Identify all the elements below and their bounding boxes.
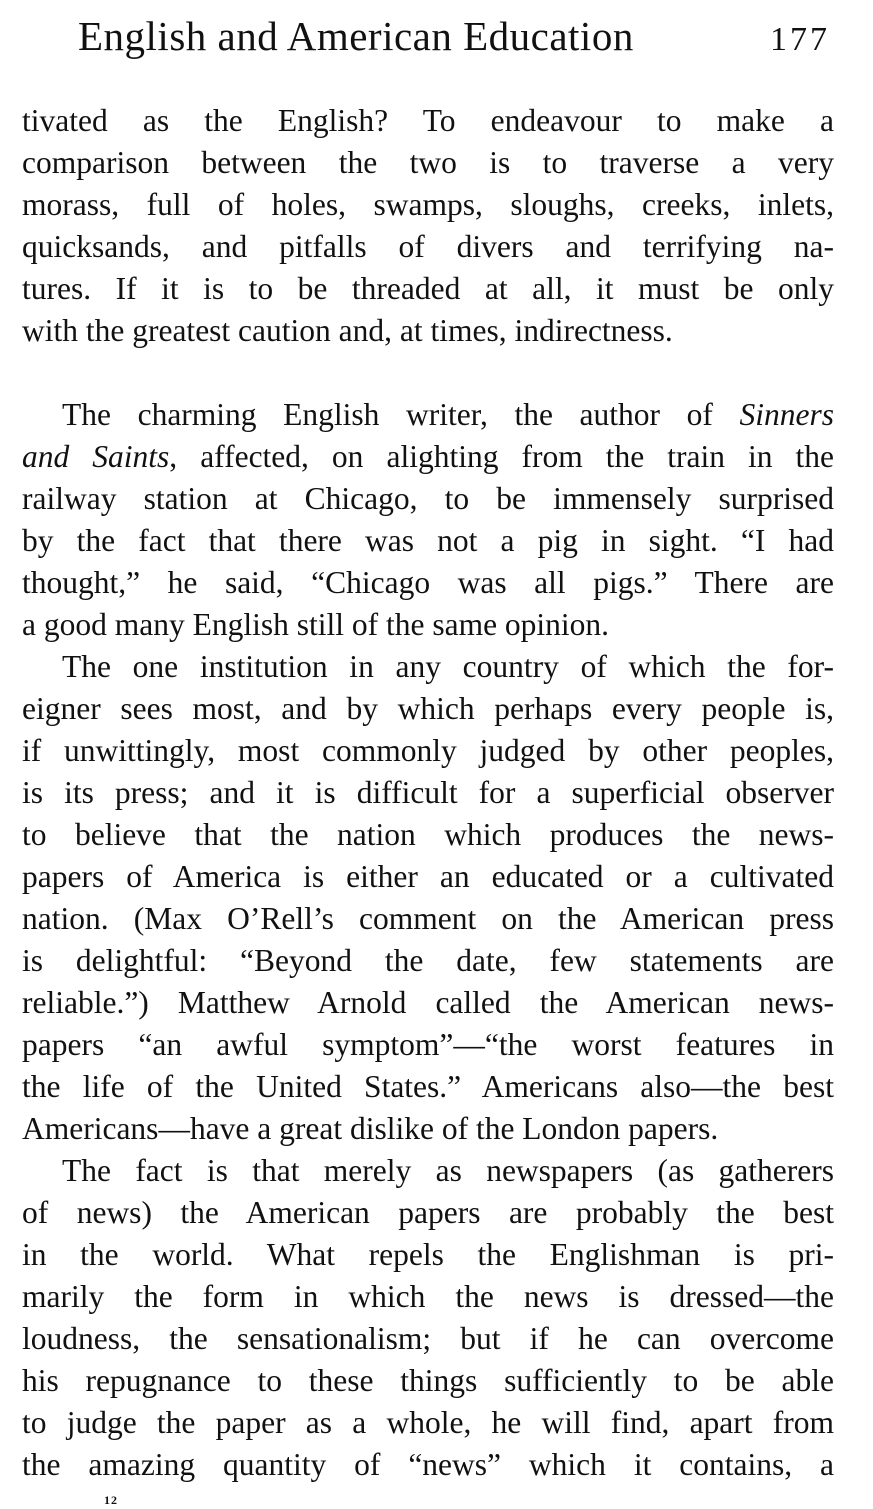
text-line: The one institution in any country of which the for- [62, 649, 834, 684]
text-line: is its press; and it is difficult for a superficial observer [22, 775, 834, 810]
text-line: morass, full of holes, swamps, sloughs, creeks, inlets, [22, 187, 834, 222]
text-line: by the fact that there was not a pig in sight. “I had [22, 523, 834, 558]
text-line: tivated as the English? To endeavour to make a [22, 103, 834, 138]
text-line: his repugnance to these things sufficiently to be able [22, 1363, 834, 1398]
text-line: with the greatest caution and, at times, indirectness. [22, 313, 673, 348]
running-head [78, 12, 830, 66]
text-line: quicksands, and pitfalls of divers and terrifying na- [22, 229, 834, 264]
text-line: of news) the American papers are probably the best [22, 1195, 834, 1230]
text-line: Americans—have a great dislike of the London papers. [22, 1111, 719, 1146]
text-line: to judge the paper as a whole, he will find, apart from [22, 1405, 834, 1440]
text-line: eigner sees most, and by which perhaps every people is, [22, 691, 834, 726]
text-line: thought,” he said, “Chicago was all pigs.” There are [22, 565, 834, 600]
paragraph-3 [22, 646, 834, 1150]
text-segment: , affected, on alighting from the train in the [169, 439, 835, 474]
text-line: The fact is that merely as newspapers (as gatherers [62, 1153, 834, 1188]
paragraph-1 [22, 100, 834, 352]
text-line: comparison between the two is to traverse a very [22, 145, 834, 180]
text-line: papers “an awful symptom”—“the worst features in [22, 1027, 834, 1062]
book-title-italic: and Saints [22, 439, 170, 474]
text-line: the amazing quantity of “news” which it contains, a [22, 1447, 834, 1482]
body-text [22, 100, 834, 1486]
text-line: to believe that the nation which produces the news- [22, 817, 834, 852]
text-line: nation. (Max O’Rell’s comment on the American press [22, 901, 834, 936]
text-line: reliable.”) Matthew Arnold called the American news- [22, 985, 834, 1020]
text-line: tures. If it is to be threaded at all, it must be only [22, 271, 834, 306]
section-break [22, 352, 834, 394]
text-line: is delightful: “Beyond the date, few statements are [22, 943, 834, 978]
text-line: loudness, the sensationalism; but if he can overcome [22, 1321, 834, 1356]
text-line: papers of America is either an educated or a cultivated [22, 859, 834, 894]
text-line: in the world. What repels the Englishman is pri- [22, 1237, 834, 1272]
book-title-italic: Sinners [739, 397, 834, 432]
text-line: a good many English still of the same opinion. [22, 607, 610, 642]
text-line [22, 436, 834, 478]
printer-signature: 12 [104, 1493, 118, 1507]
text-line: railway station at Chicago, to be immensely surprised [22, 481, 834, 516]
paragraph-4 [22, 1150, 834, 1486]
text-segment: The charming English writer, the author of [62, 397, 740, 432]
text-line [22, 394, 834, 436]
text-line: if unwittingly, most commonly judged by other peoples, [22, 733, 834, 768]
page-number: 177 [770, 21, 830, 58]
text-line: the life of the United States.” Americans also—the best [22, 1069, 834, 1104]
running-title: English and American Education [78, 13, 634, 59]
text-line: marily the form in which the news is dressed—the [22, 1279, 834, 1314]
paragraph-2 [22, 394, 834, 646]
